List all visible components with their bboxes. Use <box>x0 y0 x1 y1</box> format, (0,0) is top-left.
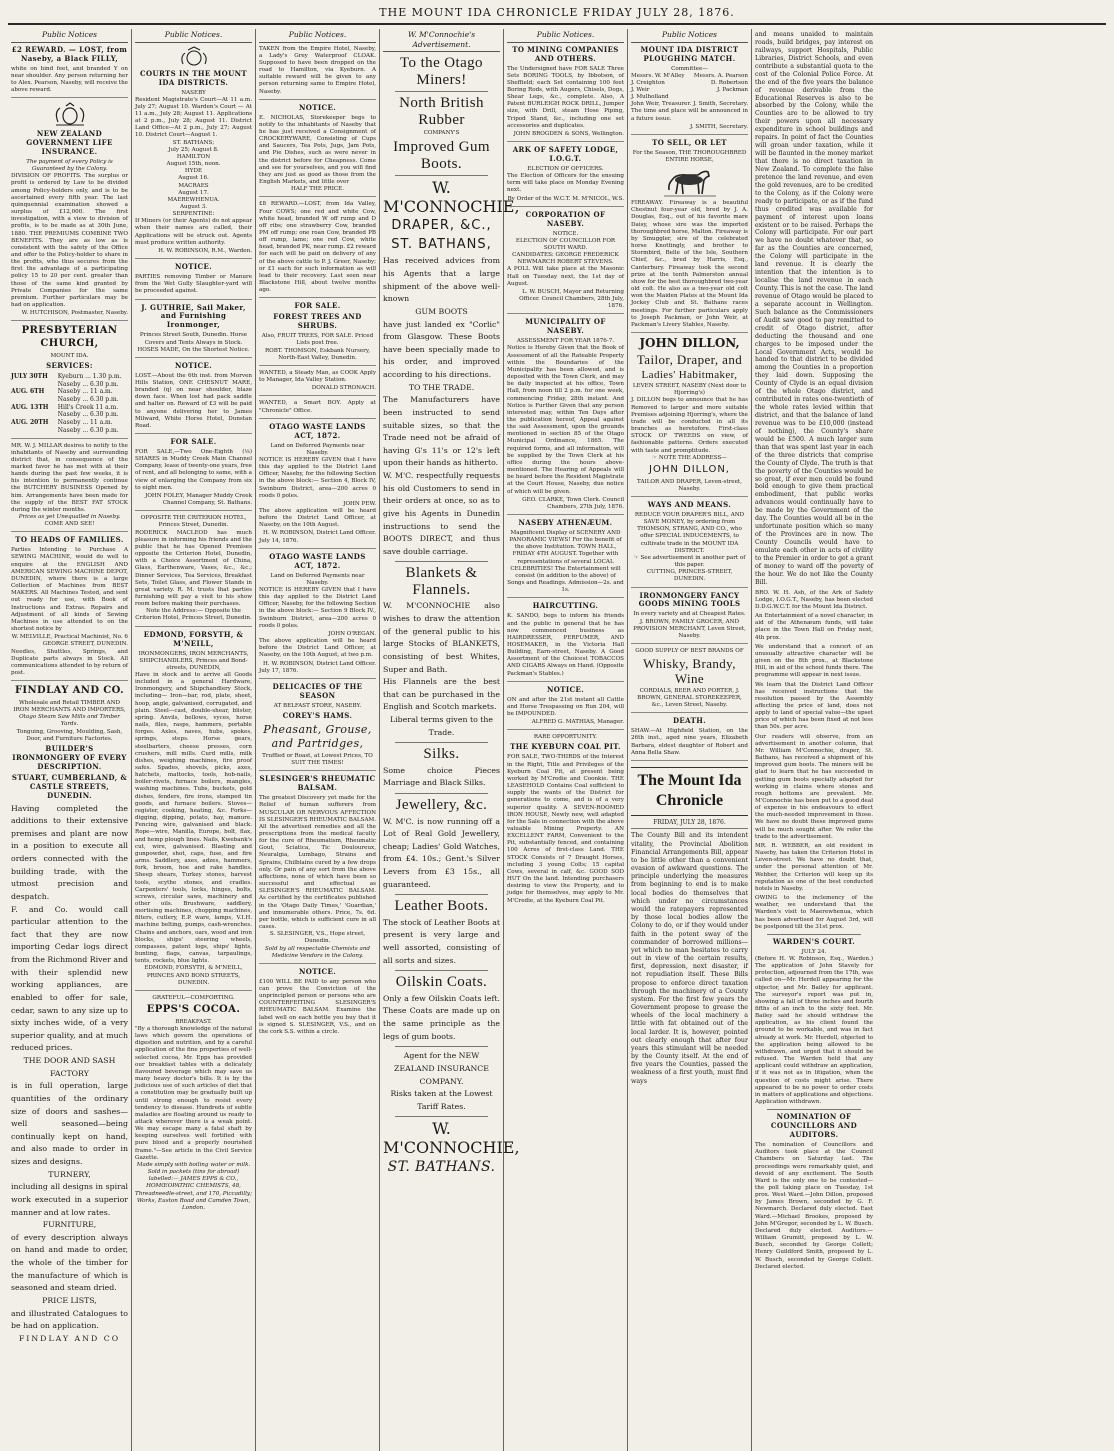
ad-body: Princes Street South, Dunedin. Horse Covers and Tents Always in Stock. HOSES MADE, On the Shortest Notice. <box>137 332 250 353</box>
ad-body-large: including all designs in spiral work executed in a superior manner and at low rates. <box>11 1182 128 1217</box>
column-1 <box>8 29 132 1451</box>
ad-body: Parties Intending to Purchase A SEWING MACHINE, would do well to enquire at the ENGLISH AND AMERICAN SEWING MACHINE DEPOT, DUNEDIN, where there is a large Collection of Machines from BEST MAKERS. All Machines Tested, and sent out ready for use, with Book of Instructions and Extras. Repairs and Adjustment of all kinds of Sewing Machines in use attended to on the shortest notice by <box>11 547 128 633</box>
ad-body: FOR SALE,—Two One-Eighth (⅛) SHARES in Muddy Creek Main Channel Company, lease of twenty-one years, free of rent, and all belonging to same, with a view of enlarging the Company from six to eight men. <box>135 449 252 491</box>
church-services-ad <box>11 325 128 438</box>
ad-signature: ALFRED G. MATHIAS, Manager. <box>531 719 624 726</box>
ad-heading: NASEBY ATHENÆUM. <box>518 518 613 528</box>
ad-signature: L. W. BUSCH, Mayor and Returning Officer. Council Chambers, 28th July, 1876. <box>519 288 624 310</box>
ad-body-large: and illustrated Catalogues to be had on application. <box>11 1308 128 1331</box>
ad-heading: TO MINING COMPANIES AND OTHERS. <box>512 44 619 63</box>
ad-heading: THE KYEBURN COAL PIT. <box>510 742 621 752</box>
ad-body: Truffled or Roast, at Lowest Prices, TO SUIT THE TIMES! <box>262 753 373 767</box>
place-name: SERPENTINE: <box>172 211 215 218</box>
epps-cocoa-ad <box>135 995 252 1215</box>
ad-heading: MOUNT IDA DISTRICT PLOUGHING MATCH. <box>640 44 739 63</box>
lost-cows-ad <box>259 201 376 298</box>
column-3 <box>256 29 380 1451</box>
courts-notice <box>135 46 252 260</box>
ad-body: In every variety and at Cheapest Rates. J. BROWN, FAMILY GROCER, AND PROVISION MERCHANT, Leven Street, Naseby. <box>633 611 746 639</box>
ad-heading: TO HEADS OF FAMILIES. <box>15 535 124 545</box>
ad-signature: ROBT. THOMSON, Eskbank Nursery, North-East Valley, Dunedin. <box>264 347 371 361</box>
ad-heading: MUNICIPALITY OF NASEBY. <box>525 317 606 336</box>
divider <box>395 894 488 895</box>
editorial-continued: and means unaided to maintain roads, build bridges, pay interest on railways, support Hospitals, Public Libraries, District Schools, and even contribute a substantial quota to the cost of the Colonial Police Force. At the end of the five years the balance of revenue derivable from the Educational Reserves is also to be absorbed by the Colony, while the Counties are to be allowed to try their powers upon all necessary expenditure in school buildings and repairs. In point of fact the Counties will groan under taxation, while it will be flaunted in the money market that there is no direct taxation in New Zealand. To complete the false pretence the land revenue, and even the gold revenues, are to be credited to the Colony, as if the Colony were ready to participate, or as if the fund thus credited was available for payment of interest upon loans existent or to be raised. Perhaps the Colony will participate. For our part we have no doubt whatever that, so far as the Counties are concerned, the Colony will participate in the land revenue. It is clearly the intention that the intention is to localise the land revenue in each County. This is not the case. The land revenue of Otago would be placed to a separate account in Wellington. Such balance as the Commissioners of Audit saw good to pay remitted to credit of Otago district, after deducting the thousand and one charges to be imposed under the Local Government Acts, would be handed to that district to be divided among the Counties in a proportion they laid down. Supposing the County of Clyde is an equal division of the whole Otago district, and contributed in rates one-twentieth of the whole rates levied within that district, and that the balance of land revenue was to be £10,000 (instead of nothing), the County's share would be £500. A much larger sum than that was spent last year in each of the three districts that comprise the County of Clyde. The truth is that the poverty of the Counties would be so great, if ever men could be found bold enough to give them practical embodiment, that public works advances would continually have to be made by the Government of the day. The Counties would all be in the unfortunate position which so many of the Provinces are in now. The County Councils would have to emulate each other in acts of civility to the Premier in order to get a grant of money to ward off the poverty of the hour. We do not like the County Bill. <box>755 31 873 586</box>
ad-heading: NOTICE. <box>174 360 213 370</box>
haircutting-ad <box>507 602 624 681</box>
ad-body: FIREAWAY. Fireaway is a beautiful Chestnut four-year old, bred by J. A. Douglas, Esq., out of his favorite mare Daisy, whose sire was the imported thoroughbred horse, Malton. Fireaway is by Smuggler, sire of the celebrated horse Knottingly, and brother to Stormbird, Belle of the Isle, Southern Chief, &c., bred by Harris, Esq., Canterbury. Fireaway took the second prize at the tenth Palmerston annual show for the best thoroughbred two-year old colt. He also as a two-year old colt won the Maiden Plates at the Mount Ida Jockey Club and St. Bathans races meetings. For further particulars apply to Joseph Packman, or John Weir, at Packman's Livery Stables, Naseby. <box>631 200 748 328</box>
sewing-machine-ad <box>11 536 128 681</box>
service-row: Naseby ... 6.30 p.m. <box>57 380 119 388</box>
services-heading: SERVICES: <box>46 361 93 371</box>
ad-headline: Whisky, Brandy, Wine <box>643 656 736 686</box>
ad-signature: S. SLESINGER, V.S., Hope street, Dunedin. <box>269 931 366 945</box>
ad-heading: IRONMONGERY FANCY GOODS MINING TOOLS <box>638 590 741 609</box>
ad-body: PARTIES removing Timber or Manure from the Wet Gully Slaughter-yard will be proceeded against. <box>135 274 252 295</box>
ad-subheading: NOTICE. <box>552 230 579 237</box>
ad-signature: J. SMITH, Secretary. <box>689 123 748 130</box>
ad-heading: HAIRCUTTING. <box>532 601 599 611</box>
ad-body-large: is in full operation, large quantities of the ordinary size of doors and sashes—well seasoned—being continually kept on hand, and also made to order in sizes and designs. <box>11 1081 128 1167</box>
ad-subheading: Otago Steam Saw Mills and Timber Yards. <box>19 714 120 728</box>
death-notice <box>631 717 748 761</box>
place-name: NASEBY <box>181 89 206 96</box>
ad-heading: STUART, CUMBERLAND, & CASTLE STREETS, DUNEDIN. <box>11 772 128 800</box>
waste-lands-notice-1 <box>259 423 376 549</box>
ad-signature: JOHN O'REGAN. <box>328 630 376 637</box>
ad-heading: NOTICE. <box>298 966 337 976</box>
ad-body: NOTICE IS HEREBY GIVEN that I have this day applied to the District Land Officer, Naseby, for the following Section in the above block:— Section 4, Block IV, Swinburn District, area—200 acres 0 roods 0 poles. <box>259 456 376 499</box>
ad-subheading: OPPOSITE THE CRITERION HOTEL, Princes Street, Dunedin. <box>140 515 247 529</box>
news-paragraph: BRO. W. H. Ash, of the Ark of Safety Lodge, I.O.G.T., Naseby, has been elected D.D.G.W.C.T. for the Mount Ida District. <box>755 589 873 610</box>
wanted-boy-ad <box>259 400 376 418</box>
ad-heading: CORPORATION OF NASEBY. <box>525 209 606 228</box>
ad-body-large: W. M'CONNOCHIE also wishes to draw the attention of the general public to his large Stocks of BLANKETS, consisting of best Whites, Super and Bath. <box>383 601 500 674</box>
ad-section-heading: TURNERY, <box>48 1169 91 1179</box>
court-dates: August 15th, noon. <box>166 161 221 168</box>
ad-body: Tonguing, Grooving, Moulding, Sash, Door, and Furniture Factories. <box>16 728 123 742</box>
divider <box>395 91 488 92</box>
ad-heading: NOTICE. <box>298 102 337 112</box>
ad-subheading: ELECTION OF COUNCILLOR FOR SOUTH WARD. <box>515 237 616 251</box>
service-row: AUG. 13TH Hill's Creek 11 a.m. <box>11 403 119 411</box>
ad-tagline: COME AND SEE! <box>44 521 95 528</box>
news-paragraph: OWING to the inclemency of the weather, we understand that the Warden's visit to Maerewhenua, which has been advertised for August 3rd, will be postponed till the 31st prox. <box>755 895 873 930</box>
ad-body: "By a thorough knowledge of the natural laws which govern the operations of digestion and nutrition, and by a careful application of the fine properties of well-selected cocoa, Mr. Epps has provided our breakfast tables with a delicately flavoured beverage which may save us many heavy doctor's bills. It is by the judicious use of such articles of diet that a constitution may be gradually built up until strong enough to resist every tendency to disease. Hundreds of subtle maladies are floating around us ready to attack wherever there is a weak point. We may escape many a fatal shaft by keeping ourselves well fortified with pure blood and a properly nourished frame."—See article in the Civil Service Gazette. <box>135 1025 252 1161</box>
ad-body: Magnificent Display of SCENERY AND PANORAMIC VIEWS! For the benefit of the above Institution. TOWN HALL, FRIDAY 4TH AUGUST. Together with representations of several LOCAL CELEBRITIES! The Entertainment will consist (in addition to the above) of Songs and Readings. Admission—2s. and 1s. <box>507 529 624 594</box>
ad-body: £8 REWARD.—LOST, from Ida Valley, Four COWS; one red and white Cow, white head, branded W off rump and D off ribs; one strawberry Cow, branded PM off rump; one roan Cow, branded PB off rump, lame; one red Cow, white head, branded PK, near rump. £2 reward for each will be paid on delivery of any of the above cattle to P. J. Greer, Naseby; or £1 each for such information as will lead to their recovery. Last seen near Blackstone Hill, about twelve months ago. <box>259 201 377 294</box>
dillon-ad <box>631 337 748 497</box>
ad-body: The above application will be heard before the District Land Officer, at Naseby, on the 10th August. <box>259 507 376 529</box>
ad-body: MR. W. J. MILLAR desires to notify to the inhabitants of Naseby and surrounding district that, in consequence of the marked favor he has met with at their hands during the past few weeks, it is his intention to permanently continue the BUTCHERY BUSINESS Opened by him. Arrangements have been made for the supply of the BEST FAT STOCK during the winter months. <box>11 442 128 513</box>
editorial-body: The County Bill and its intendent vitality, the Provincial Abolition Financial Arrangements Bill, appear to be little other than a convenient evasion of awkward questions. The principle underlying the measures from beginning to end is to make local bodies do themselves that which under no circumstances would the ratepayers represented by those local bodies allow the Colony to do, or if they would under faith in the potent sway of the commander of borrowed millions—yet which no man hesitates to carry out in view of the certain results, first, depression, next disaster, if not repudiation itself. These Bills propose to enforce direct taxation through the machinery of a County system. For the first few years the Government propose to grease the wheels of the local machinery a little with fat obtained out of the local larder. It is, however, pointed out clearly enough that after four years this stimulant will be needed by the County itself. At the end of five years the Counties, passed the weakness of a first youth, must find ways <box>631 832 748 1085</box>
ad-signature: JOHN BROGDEN & SONS, Wellington. <box>513 130 624 137</box>
lost-cloak-ad <box>259 46 376 100</box>
counterfeit-notice <box>259 968 376 1039</box>
butchery-ad <box>11 443 128 533</box>
divider <box>395 1116 488 1117</box>
section-heading: WARDEN'S COURT. <box>772 936 856 946</box>
divider <box>395 793 488 794</box>
ad-headline: DRAPER, &C., <box>391 218 492 234</box>
service-row: AUG. 20TH Naseby ... 11 a.m. <box>11 419 113 427</box>
ad-headline: Oilskin Coats. <box>395 974 488 991</box>
ad-title: COREY'S HAMS. <box>282 710 353 720</box>
ad-heading: WAYS AND MEANS. <box>647 500 732 509</box>
place-name: HYDE <box>184 168 203 175</box>
ad-signature: GEO. CLARKE, Town Clerk. Council Chambers, 27th July, 1876. <box>522 496 624 510</box>
ad-heading: DEATH. <box>672 716 707 726</box>
ad-body: £100 WILL BE PAID to any person who can prove the Conviction of the unprincipled person or persons who are COUNTERFEITING SLESINGER'S RHEUMATIC BALSAM. Examine the label well on each bottle you buy that it is signed S. SLESINGER, V.S., and on the cork S.S. within a circle. <box>259 978 376 1035</box>
ad-tagline: Prices as yet Unequalled in Naseby. <box>18 514 121 521</box>
ad-heading: NEW ZEALAND GOVERNMENT LIFE INSURANCE. <box>26 129 113 157</box>
news-paragraph: An Entertainment of a novel character, in aid of the Athenæum funds, will take place in the Town Hall on Friday next, 4th prox. <box>755 613 873 641</box>
court-dates: August 3. <box>179 204 208 210</box>
lodge-notice <box>507 146 624 207</box>
ad-body: WANTED, a Steady Man, as COOK Apply to Manager, Ida Valley Station. <box>259 369 376 384</box>
ad-body: Resident Magistrate's Court—At 11 a.m. July 27; August 10. Warden's Court — At 11 a.m., July 28; August 11. Applications at 2 p.m., July 28; August 11. District Land Office—At 2 p.m., July 27; August 10. District Court—August 1. <box>135 96 252 139</box>
balsam-ad <box>259 775 376 964</box>
column-5 <box>504 29 628 1451</box>
ad-signature: H. W. ROBINSON, R.M., Warden. <box>158 247 252 254</box>
ad-subheading: ELECTION OF OFFICERS. <box>527 165 604 172</box>
ad-body: DIVISION OF PROFITS. The surplus or profit is ordered by Law to be divided among Policy-holders only, and is to be ascertained every fifth year. The last quinquennial examination showed a surplus of £12,000. The first investigation, with a view to division of profits, is to be made as at 30th June, 1880. THE PREMIUMS COMBINE TWO BENEFITS. They are as low as is consistent with the safety of the Office and offer to the Policy-holder to share in the profits, who thus secures from the first the advantage of a participating policy 15 to 20 per cent. greater than those of the same kind granted by Private Companies for the same premium. Further particulars may be had on application. <box>11 173 128 309</box>
crockery-ad <box>259 104 376 198</box>
committee-row: J. Creighton D. Robertson <box>631 79 748 86</box>
ad-section-heading: FURNITURE, <box>42 1220 97 1230</box>
ad-heading: DELICACIES OF THE SEASON <box>272 681 363 700</box>
ad-signature: JOHN PEW. <box>343 500 376 507</box>
ad-subheading: COMPANY'S <box>423 130 460 137</box>
ad-heading: OTAGO WASTE LANDS ACT, 1872. <box>269 421 366 440</box>
ad-subheading: For the Season, THE THOROUGHBRED ENTIRE HORSE, <box>632 149 747 164</box>
ad-subheading: AT BELFAST STORE, NASEBY. <box>273 702 362 709</box>
ad-headline: Jewellery, &c. <box>395 797 488 813</box>
place-name: HAMILTON <box>176 153 211 160</box>
ad-signature: DONALD STRONACH. <box>311 385 376 392</box>
ad-date: July 17, 1876. <box>259 667 299 674</box>
ad-section-heading: GUM BOOTS <box>415 306 468 316</box>
ad-body: SHAW.—At Highfield Station, on the 26th inst., aged nine years, Elizabeth Barbara, eldest daughter of Robert and Anna Bella Shaw. <box>631 728 748 756</box>
ad-headline: Tailor, Draper, and <box>636 351 743 367</box>
ad-subheading: ASSESSMENT FOR YEAR 1876-7. <box>516 338 615 345</box>
lost-filly-ad <box>11 46 128 99</box>
ad-section-heading: TO THE TRADE. <box>408 382 475 392</box>
ad-body-large: W. M'C. respectfully requests his old Customers to send in their orders at once, so as to give his Agents in Dunedin instructions to send the BOOTS DIRECT, and thus save double carriage. <box>383 471 500 556</box>
ad-body-large: Some choice Pieces Marriage and Black Silks. <box>383 765 500 788</box>
ad-note: ☞ See advertisement in another part of this paper. <box>633 554 746 569</box>
macleod-ad <box>135 515 252 626</box>
column-7 <box>752 29 876 1451</box>
divider <box>395 175 488 176</box>
column-heading: Public Notices. <box>507 29 624 43</box>
ad-body: Also, FRUIT TREES, FOR SALE. Priced Lists post free. <box>261 333 374 347</box>
ad-body-large: Only a few Oilskin Coats left. These Coats are made up on the same principle as the legs of gum boots. <box>383 993 500 1041</box>
divider <box>395 1046 488 1047</box>
place-name: MACRAES <box>178 182 209 189</box>
ad-body-large: The stock of Leather Boots at present is very large and well assorted, consisting of all sorts and sizes. <box>383 917 500 965</box>
ad-signature: H. W. ROBINSON, District Land Officer. <box>263 530 376 537</box>
ad-heading: EDMOND, FORSYTH, & M'NEILL, <box>143 629 244 648</box>
ad-heading: FOR SALE. <box>294 301 341 311</box>
ad-body-large: Liberal terms given to the Trade. <box>389 715 494 737</box>
ad-headline: Blankets & Flannels. <box>405 565 478 598</box>
ad-heading: NOTICE. <box>546 684 585 694</box>
news-paragraph: (Before H. W. Robinson, Esq., Warden.) The application of John Stavely for protection, adjourned from the 17th, was called on—Mr. Herdell appearing for the objector, and Mr. Bailey for applicant. The surveyor's report was put in, showing a fall of three inches and fourth fifths of an inch to the sixty feet. Mr. Bailey said he should withdraw the application, as his client found the ground to be workable, and was in fact already at work. Mr. Herdell, objected to the application being allowed to be withdrawn, and urged that it should be refused. The Warden held that any applicant could withdraw an application, if it was not as in litigation, when the question of costs might arise. There appeared to be no power to order costs in matters of applications and objections. Application withdrawn. <box>755 955 873 1106</box>
ad-signature: CUTTING, PRINCES-STREET, DUNEDIN. <box>646 569 733 583</box>
ad-headline: To the Otago Miners! <box>400 55 483 88</box>
column-heading: Public Notices. <box>135 29 252 43</box>
ad-subheading: RARE OPPORTUNITY. <box>533 734 598 741</box>
ad-title: FOREST TREES AND SHRUBS. <box>273 312 362 331</box>
news-paragraph: We learn that the District Land Officer has received instructions that the resolution passed by the Assembly affecting the price of land, does not apply to land of special value—the upset price of which has been fixed at not less than 50s. per acre. <box>755 681 873 731</box>
ad-body: white on hind feet, and branded Y on near shoulder. Any person returning her to Alex. Pearson, Naseby, will receive the above reward. <box>11 65 128 93</box>
ad-headline: W. M'CONNOCHIE, <box>383 178 520 216</box>
committee-row: Messrs. W. M'Alley Messrs. A. Pearson <box>631 72 748 79</box>
ways-and-means-ad <box>631 501 748 588</box>
ad-body: REDUCE YOUR DRAPER'S BILL, AND SAVE MONEY, by ordering from THOMSON, STRANG, AND CO., who offer SPECIAL INDUCEMENTS, to cultivate trade in the MOUNT IDA DISTRICT. <box>634 511 745 554</box>
ad-body: ON and after the 21st instant all Cattle and Horse Trespassing on Run 204, will be IMPOUNDED. <box>507 696 624 718</box>
ad-signature: H. W. ROBINSON, District Land Officer. <box>263 660 376 667</box>
ad-body: The above application will be heard before the District Land Officer, at Naseby, on the 10th August, at two p.m. <box>259 638 376 659</box>
royal-crest-icon <box>174 46 214 68</box>
ad-body-large: F. and Co. would call particular attention to the fact that they are now importing Cedar logs direct from the Richmond River and with their splendid new working appliances, are enabled to offer for sale, cedar, sawn to any size up to sixty inches wide, of a very superior quality, and at much reduced prices. <box>11 904 129 1053</box>
ad-signature: W. HUTCHISON, Postmaster, Naseby. <box>21 310 128 317</box>
ad-headline: Silks. <box>423 746 460 763</box>
ad-heading: TO SELL, OR LET <box>652 137 727 147</box>
divider <box>767 934 861 935</box>
editorial-masthead <box>631 767 748 816</box>
ironmongery-ad <box>631 592 748 645</box>
ad-body: A POLL Will take place at the Masonic Hall on Tuesday next, the 1st day of August. <box>507 266 624 287</box>
ad-subheading: Land on Deferred Payments near Naseby. <box>270 442 365 456</box>
court-dates: August 17. <box>178 189 209 196</box>
pointing-hand-icon: ☞ <box>633 554 641 561</box>
committee-row: J. Weir J. Packman <box>631 86 748 93</box>
ad-body-large: of every description always on hand and made to order, the whole of the timber for the manufacture of which is seasoned and steam dried. <box>11 1232 128 1293</box>
ad-body: FOR SALE, TWO-THIRDS of the Interest in the Right, Title and Privileges of the Kyeburn Coal Pit, at present being worked by M'Credie and Coonkie. THE LEASEHOLD Contains Coal sufficient to supply the wants of the District for generations to come, and is of a very superior quality. A SEVEN-ROOMED IRON HOUSE, Newly new, well adapted for the Sale in connection with the above valuable Mining Property. AN EXCELLENT FARM, Convenient to the Pit, substantially fenced, and containing 100 Acres of first-class Land. THE STOCK Consists of 7 Draught Horses, including 3 young Colts; 15 capital Cows, several in calf, &c. GOOD SOD HUT On the land. Intending purchasers desiring to view the Property, and to judge for themselves, may apply to Mr. M'Credie, at the Kyeburn Coal Pit. <box>507 754 624 904</box>
ad-body: K. SANDO, begs to inform his friends and the public in general that he has now commenced business as HAIRDRESSER, PERFUMER, AND HOSEMAKER, in the Victoria Hall Building, Earn-street, Naseby. A Good Assortment of the Choicest TOBACCOS AND CIGARS Always on Hand. (Opposite Packman's Stables.) <box>507 613 624 677</box>
column-heading: Public Notices <box>631 29 748 43</box>
ad-title: Pheasant, Grouse, and Partridges, <box>263 722 372 750</box>
ad-body: The Undersigned have FOR SALE Three Sets BORING TOOLS, by Ibbotson, of Sheffield; each Set containing 100 feet Boring Rods, with Augers, Chisels, Dogs, Shear Legs, &c., complete. Also, A Patent BURLEIGH ROCK DRILL, Jumper size, with Drill, steam Hose Piping, Tripod Stand, &c., including one set accessories and duplicates. <box>507 65 624 129</box>
ad-subheading: The payment of every Policy is Guaranteed by the Colony. <box>26 158 113 173</box>
coat-of-arms-icon <box>50 102 90 128</box>
ad-headline: Improved Gum Boots. <box>393 139 490 172</box>
ad-signature: Note the Address:— Opposite the Criterion Hotel, Princes Street, Dunedin. <box>135 608 252 622</box>
ad-headline: Leather Boots. <box>394 898 489 915</box>
ad-signature: TAILOR AND DRAPER, Leven-street, Naseby. <box>637 478 742 492</box>
ad-signature: JOHN FOLEY, Manager Muddy Creek Channel Company, St. Bathans. <box>145 492 252 507</box>
service-row: Naseby ... 6.30 p.m. <box>57 426 119 434</box>
ad-body: The Election of Officers for the ensuing term will take place on Monday Evening next. <box>507 173 624 194</box>
lost-mare-notice <box>135 362 252 434</box>
ad-body: WANTED, a Smart BOY. Apply at "Chronicle" Office. <box>259 400 376 414</box>
timber-notice <box>135 263 252 299</box>
ad-body-large: W. M'C. is now running off a Lot of Real Gold Jewellery, cheap; Ladies' Gold Watches, from £4. 10s.; Gent.'s Silver Levers from £3 15s., all guaranteed. <box>383 816 500 889</box>
candidates: CANDIDATES: GEORGE FREDERICK NEWMARCH ROBERT STEVENS. <box>512 252 619 266</box>
ad-heading: J. GUTHRIE, Sail Maker, and Furnishing Ironmonger, <box>141 302 246 330</box>
ad-headline: W. M'CONNOCHIE, <box>383 1119 520 1157</box>
ad-body: Have in stock and to arrive all Goods included in a general Hardware, Ironmongery, and Shipchandlery Stock, including— Iron—bar, rod, plate, sheet, hoop, angle, galvanised, corrugated, and plain. Steel—cast, double-shear, blister, spring. Anvils, bellows, vyces, horse nails, files, rasps, hammers, portable forges. Axles, naves, hubs, spokes, springs, steps. Horse gears, steelbarters, cheese presses, corn crushers, mill mills. Curd mills, milk dishes, weighing machines, fire proof safes. Spades, shovels, picks, axes, hatchets, mattocks, tools, hob-nails, boiler-rivets, furnace boilers, mangles, washing machines. Tubs, buckets, gold dishes, fenders, fire irons, stamped tin goods, and furnace boilers. Stoves—register, cooking, heating, &c. Forks—digging, dipping, potato, hay, manure. Fencing wire, galvanised and black. Rope—wire, Manilla, Europe, bolt, flax, and hemp plough lines. Nails, Kwebank's cut, wire, galvanised. Blasting and gunpowder, shot, caps, fuse, and fire arms. Saddlery, axes, adzes, hammers, fork, broom, hoe and rake handles. Sheep shears, Turkey stones, harvest tools, scythe stones, and cradles. Carpenters' tools, locks, hinges, bolts, screws, circular saws, machinery and other oils. Brushware, saddlery, mortising machines, chopping machines, filters, cutlery, E.P. ware, lamps, V.I.H. machine belting, pumps, cash-wrenches. Chains and anchors, oars, wood and iron blocks, ships' steering wheels, compasses, patent logs, ships' lights, bunting, flags, canvas, tarpaulings, tents, rockets, blue lights. <box>135 671 252 965</box>
wanted-cook-ad <box>259 370 376 396</box>
ad-subheading: GRATEFUL—COMFORTING. <box>152 994 235 1001</box>
horse-icon <box>662 166 718 198</box>
ad-date: July 14, 1876. <box>259 537 299 544</box>
news-paragraph: We understand that a concert of an unusually attractive character will be given on the 8th prox., at Blackstone Hill, in aid of the school funds there. The programme will appear in next issue. <box>755 643 873 679</box>
ad-body: John Weir, Treasurer. J. Smith, Secretary. The time and place will be announced in a future issue. <box>631 101 748 122</box>
ad-body: Notice is Hereby Given that the Book of Assessment of all the Rateable Property within the Boundaries of the Municipality has been allowed, and is deposited with the Town Clerk, and may be daily inspected at his office, Town Hall, from noon till 2 p.m. for one week, commencing Friday, 28th instant. And Notice is Further Given that any person interested may, within Ten Days after the publication hereof, Appeal against the said Assessment, upon the grounds mentioned in section 85 of the Otago Municipal Ordinance, 1865. The required forms, and all information, will be supplied by the Town Clerk at his office during the hours above-mentioned. The Hearing of Appeals will be heard before the Resident Magistrate at the Court House, Naseby, due notice of which will be given. <box>507 345 624 495</box>
service-row: Naseby ... 6.30 p.m. <box>57 411 119 419</box>
ad-signature: W. MELVILLE, Practical Machinist, No. 6 GEORGE STREET, DUNEDIN. <box>11 634 128 648</box>
ad-section-heading: Agent for the NEW ZEALAND INSURANCE COMPANY. <box>394 1051 489 1086</box>
ad-body: E. NICHOLAS, Storekeeper begs to notify to the inhabitants of Naseby that he has just received a Consignment of CROCKERYWARE, Consisting of Cups and Saucers, Tea Pots, Jugs, Jam Pots, and Pie Dishes, such as were never in the district before for Cheapness. Come and see for yourselves, and you will find they are just as good as those from the English Markets, and little over <box>259 114 376 186</box>
ad-subheading: IRONMONGERS, IRON MERCHANTS, SHIPCHANDLERS, Princes and Bond-streets, DUNEDIN, <box>138 650 249 671</box>
ad-headline: JOHN DILLON, <box>649 463 730 475</box>
horse-ad <box>631 139 748 333</box>
divider <box>767 1109 861 1110</box>
ad-subheading: Wholesale and Retail TIMBER AND IRON MERCHANTS AND IMPORTERS, <box>13 699 126 714</box>
column-heading: Public Notices <box>11 29 128 43</box>
govt-insurance-ad <box>11 102 128 321</box>
ad-body: The greatest Discovery yet made for the Relief of human sufferers from MUSCULAR OR NERVOUS AFFECTION IS SLESINGER'S RHEUMATIC BALSAM. All the advertised remedies and all the prescriptions from the medical faculty for the cure of Rheumatism, Rheumatic Gout, Sciatica, Tic Douloureux, Neuralgia, Lumbago, Strains and Sprains, Chilblains cured by a few drops only. Or pain of any sort from the above affections, none of which have been so successful and effectual as SLESINGER'S RHEUMATIC BALSAM. As certified by the certificates published in the 'Otago Daily Times,' 'Guardian,' and innumerable others. Price, 7s. 6d. per bottle, which is sufficient cure in all cases. <box>259 795 376 931</box>
ad-body: NOTICE IS HEREBY GIVEN that I have this day applied to the District Land Officer, Naseby, for the following Section in the above block:— Section 9 Block IV., Swinburn District, area—200 acres 0 roods 0 poles. <box>259 586 376 629</box>
waste-lands-notice-2 <box>259 553 376 679</box>
divider <box>395 742 488 743</box>
ad-headline: JOHN DILLON, <box>639 335 740 350</box>
mconnochie-ad <box>383 55 520 1177</box>
ad-subheading: BREAKFAST. <box>175 1018 212 1025</box>
section-heading: NOMINATION OF COUNCILLORS AND AUDITORS. <box>770 1112 858 1140</box>
ad-heading: SLESINGER'S RHEUMATIC BALSAM. <box>259 774 376 793</box>
ad-note: ☞ NOTE THE ADDRESS— <box>652 454 727 461</box>
ad-body-large: His Flannels are the best that can be purchased in the English and Scotch markets. <box>383 677 500 712</box>
ad-subheading: GOOD SUPPLY OF BEST BRANDS OF <box>635 648 744 655</box>
ad-body-large: Risks taken at the Lowest Tariff Rates. <box>390 1089 493 1111</box>
guthrie-ad <box>135 304 252 358</box>
shares-for-sale <box>135 438 252 511</box>
ad-footer: Sold by all respectable Chemists and Medicine Vendors in the Colony. <box>264 945 371 959</box>
ad-heading: PRESBYTERIAN CHURCH, <box>21 325 118 350</box>
ad-body-large: Has received advices from his Agents that a large shipment of the above well-known <box>383 256 500 304</box>
ad-signature: By Order of the W.C.T. M. M'NICOL, W.S. <box>507 195 624 202</box>
column-heading: W. M'Connochie's Advertisement. <box>383 29 500 52</box>
ad-section-heading: THE DOOR AND SASH FACTORY <box>23 1056 116 1078</box>
service-row: Naseby ... 6.30 p.m. <box>57 396 119 404</box>
divider <box>395 970 488 971</box>
coal-pit-ad <box>507 734 624 907</box>
news-paragraph: Our readers will observe, from an advertisement in another column, that Mr. William M'Connochie, draper, St. Bathans, has received a shipment of his improved gum boots. The miners will be glad to learn that he has succeeded in getting gum boots specially adapted for working in claims where stones and rough bottoms are prevalent. Mr. M'Connochie has been put to a good deal of expense in his endeavours to effect the much-needed improvement in those. We have no doubt these improved gums will be much sought after. We refer the trade to the advertisement. <box>755 733 873 840</box>
ad-signature: FINDLAY AND CO <box>18 1333 121 1343</box>
ad-heading: COURTS IN THE MOUNT IDA DISTRICTS. <box>139 68 248 87</box>
ad-headline: Ladies' Habitmaker, <box>641 369 738 382</box>
ad-body: If Miners (or their Agents) do not appear when their names are called, their Applications will be struck out. Agents must produce written authority. <box>135 218 252 246</box>
ad-body-large: have just landed ex "Corlic" from Glasgow. These Boots have been specially made to his order, and improved according to his directions. <box>383 319 500 379</box>
ad-body: J. DILLON begs to announce that he has Removed to larger and more suitable Premises adjoining Hjorring's, where the trade will be conducted in all its branches as heretofore. First-class STOCK OF TWEEDS on view, of fashionable patterns. Orders executed with taste and promptitude. <box>631 397 748 454</box>
ad-body: RODERICK MACLEOD has much pleasure in informing his friends and the public that he has Opened Premises opposite the Criterion Hotel, Dunedin, with a Choice Assortment of China, Glass, Earthenware, Vases, &c., &c.; Dinner Services, Tea Services, Breakfast Sets, Toilet Glass, and Flower Stands in great variety. R. M. trusts that parties furnishing will pay a visit to his show room before making their purchases. <box>135 529 252 608</box>
section-date: JULY 24. <box>801 948 827 955</box>
committee-row: J. Mulholland <box>631 94 669 101</box>
court-dates: July 25; August 8. <box>168 146 219 153</box>
ad-headline: North British Rubber <box>399 95 484 128</box>
whisky-ad <box>631 648 748 713</box>
ad-body: LOST.—About the 6th inst. from Morven Hills Station, ONE CHESNUT MARE, branded (q) on near shoulder, blaze down face. When lost had pack saddle and halter on. Reward of £3 will be paid to anyone delivering her to James Milward, White Horse Hotel, Dunstan Road. <box>135 372 252 429</box>
ad-subheading: Land on Deferred Payments near Naseby. <box>270 572 365 586</box>
ironmongers-ad <box>135 631 252 991</box>
column-6 <box>628 29 752 1451</box>
place-name: ST. BATHANS; <box>172 139 215 146</box>
ad-heading: BUILDER'S IRONMONGERY OF EVERY DESCRIPTION. <box>12 743 127 771</box>
boring-tools-ad <box>507 46 624 142</box>
ad-headline: ST. BATHANS. <box>387 1159 496 1176</box>
page-header: THE MOUNT IDA CHRONICLE FRIDAY JULY 28, 1876. <box>8 6 1106 25</box>
ad-heading: OTAGO WASTE LANDS ACT, 1872. <box>269 551 366 570</box>
ad-subheading: LEVEN STREET, NASEBY (Next door to Hjorring's) <box>632 383 747 397</box>
delicacies-ad <box>259 683 376 771</box>
service-row: AUG. 6TH Naseby ... 11 a.m. <box>11 388 113 396</box>
ad-body-large: The Manufacturers have been instructed to send suitable sizes, so that the Trade need not be afraid of having G's 11's or 12's left upon their hands as hitherto. <box>383 395 500 468</box>
ad-heading: FOR SALE. <box>170 437 217 447</box>
trees-ad <box>259 302 376 365</box>
ad-heading: ARK OF SAFETY LODGE, I.O.G.T. <box>512 145 619 164</box>
ad-headline: ST. BATHANS, <box>391 236 492 252</box>
ploughing-match-ad <box>631 46 748 135</box>
ad-body: CORDIALS, BEER AND PORTER, J. BROWN, GENERAL STOREKEEPER, &c., Leven Street, Naseby. <box>637 687 742 709</box>
ad-section-heading: PRICE LISTS, <box>42 1295 97 1305</box>
place-name: MAEREWHENUA. <box>167 196 220 203</box>
newspaper-title: The Mount Ida Chronicle <box>637 771 742 810</box>
ad-body-large: Having completed the additions to their extensive premises and plant are now in a position to execute all orders connected with the building trade, with the utmost precision and despatch. <box>11 803 128 901</box>
ad-signature: EDMOND, FORSYTH, & M'NEILL, PRINCES AND BOND STREETS, DUNEDIN. <box>144 965 243 986</box>
impound-notice <box>507 686 624 731</box>
column-4 <box>380 29 520 1451</box>
divider <box>395 561 488 562</box>
news-paragraph: MR. R. WEBBER, an old resident in Naseby, has taken the Criterion Hotel in Leven-street. We have no doubt that, under the personal attention of Mr. Webber, the Criterion will keep up its reputation as one of the best conducted hotels in Naseby. <box>755 842 873 892</box>
ad-heading: £2 REWARD. — LOST, from Naseby, a Black FILLY, <box>11 44 128 63</box>
ad-body: Needles, Shuttles, Springs, and Duplicate parts always in Stock. All communications attended to by return of post. <box>11 648 128 676</box>
column-heading: Public Notices. <box>259 29 376 43</box>
pointing-hand-icon: ☞ <box>652 454 659 461</box>
ad-body: TAKEN from the Empire Hotel, Naseby, a Lady's Grey Waterproof CLOAK. Supposed to have been dropped on the road to Hamilton, via Kyeburn. A suitable reward will be given to any person returning same to Empire Hotel, Naseby. <box>259 45 376 95</box>
ad-subheading: Committee— <box>671 65 708 72</box>
ad-heading: EPPS'S COCOA. <box>146 1004 241 1015</box>
corporation-notice <box>507 211 624 315</box>
ad-heading: NOTICE. <box>174 262 213 272</box>
ad-subheading: MOUNT IDA. <box>50 353 89 360</box>
service-row: JULY 30TH Kyeburn ... 1.30 p.m. <box>11 373 122 381</box>
ad-footer: Made simply with boiling water or milk. Sold in packets (tins for abroad) labelled:— JAMES EPPS & CO., HOMŒOPATHIC CHEMISTS, 48, Threadneedle-street, and 170, Piccadilly; Works, Euston Road and Camden Town, London. <box>135 1161 252 1211</box>
ad-heading: FINDLAY AND CO. <box>14 685 125 697</box>
ad-tagline: HALF THE PRICE. <box>290 186 345 193</box>
column-2 <box>132 29 256 1451</box>
athenaeum-ad <box>507 519 624 598</box>
editorial-date: FRIDAY, JULY 28, 1876. <box>631 819 748 830</box>
news-paragraph: The nomination of Councillors and Auditors took place at the Council Chambers on Saturday last. The proceedings were remarkably quiet, and devoid of any excitement. The South Ward is the only one to be contested—the poll taking place on Tuesday, 1st prox. West Ward.—John Dillon, proposed by James Brown, seconded by G. F. Newmarch. Declared duly elected. East Ward.—Michael Brookes, proposed by John M'Gregor, seconded by L. W. Busch. Declared duly elected. Auditors.—William Grumitt, proposed by L. W. Busch, seconded by George Collett; Henry Guildford Smith, proposed by L. W. Busch, seconded by George Collett. Declared elected. <box>755 1142 873 1270</box>
columns <box>8 29 1106 1451</box>
assessment-notice <box>507 318 624 515</box>
findlay-ad <box>11 685 128 1348</box>
court-dates: August 16. <box>178 175 209 182</box>
